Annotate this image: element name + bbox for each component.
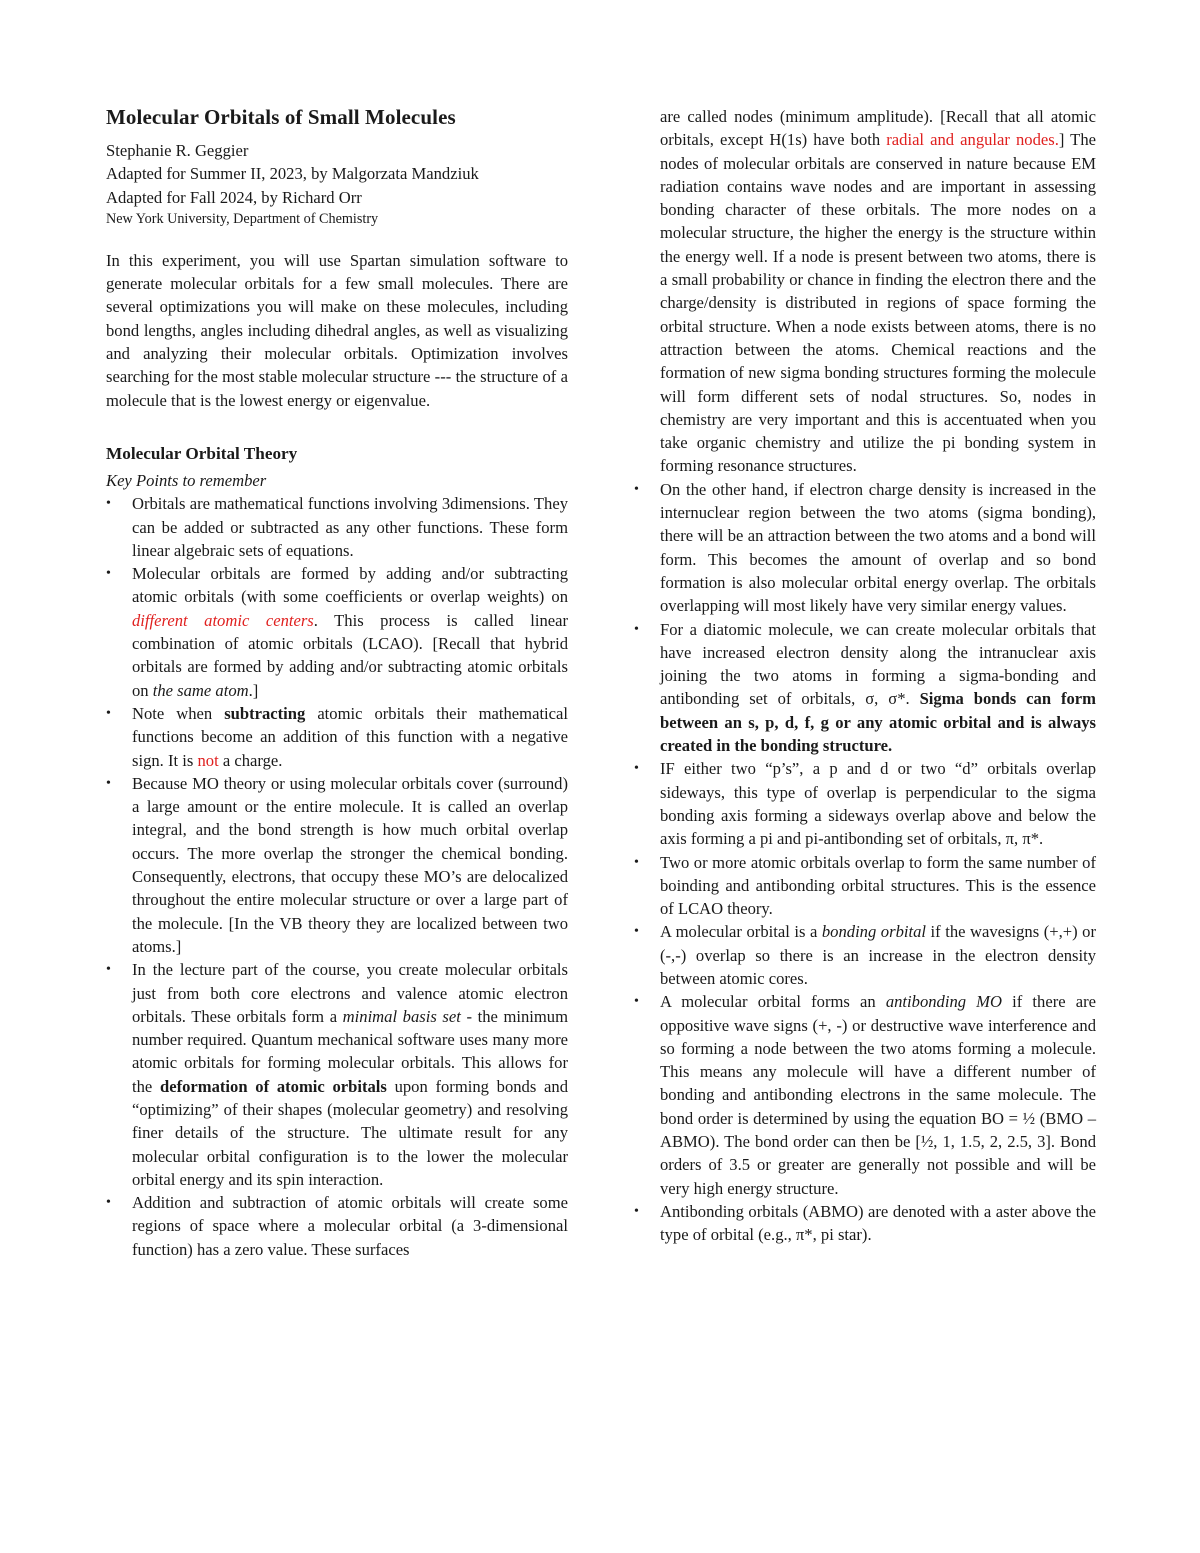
highlight-text: different atomic centers bbox=[132, 610, 314, 630]
bullet-icon: • bbox=[106, 566, 111, 582]
bullet-icon: • bbox=[634, 994, 639, 1010]
affiliation: New York University, Department of Chemistry bbox=[106, 210, 379, 227]
intro-paragraph: In this experiment, you will use Spartan simulation software to generate molecular orbitals for a few small molecules. There are several optimizations you will make on these molecules, including bond lengths, angles including dihedral angles, as well as visualizing and analyzing their molecular orbitals. Optimization involves searching for the most stable molecular structure --- the structure of a molecule that is the lowest energy or eigenvalue. bbox=[106, 250, 568, 410]
list-item-continuation: are called nodes (minimum amplitude). [Recall that all atomic orbitals, except H(1s) have both radial and angular nodes.] The nodes of molecular orbitals are conserved in nature because EM radiation contains wave nodes and are important in assessing bonding character of these orbitals. The more nodes on a molecular structure, the higher the energy is the structure within the energy well. If a node is present between two atoms, there is a small probability or chance in finding the electron there and the charge/density is distributed in regions of space forming the orbital structure. When a node exists between atoms, there is no attraction between the atoms. Chemical reactions and the formation of new sigma bonding structures forming the molecule will form different sets of nodal structures. So, nodes in chemistry are very important and this is accentuated when you take organic chemistry and utilize the pi bonding system in forming resonance structures. bbox=[660, 107, 1096, 476]
list-item: • Molecular orbitals are formed by adding and/or subtracting atomic orbitals (with some coefficients or overlap weights) on different atomic centers. This process is called linear combination of atomic orbitals (LCAO). [Recall that hybrid orbitals are formed by adding and/or subtracting atomic orbitals on the same atom.] bbox=[106, 564, 569, 700]
highlight-text: radial and angular nodes. bbox=[886, 130, 1059, 150]
author: Stephanie R. Geggier bbox=[106, 141, 249, 160]
list-item: • A molecular orbital is a bonding orbital if the wavesigns (+,+) or (-,-) overlap so there is an increase in the electron density between atomic cores. bbox=[634, 922, 1096, 988]
list-item: • Addition and subtraction of atomic orbitals will create some regions of space where a molecular orbital (a 3-dimensional function) has a zero value. These surfaces bbox=[106, 1193, 568, 1259]
list-item: • A molecular orbital forms an antibonding MO if there are oppositive wave signs (+, -) or destructive wave interference and so forming a node between the two atoms forming a molecule. This means any molecule will have a different number of bonding and antibonding electrons in the same molecule. The bond order is determined by using the equation BO = ½ (BMO – ABMO). The bond order can then be [½, 1, 1.5, 2, 2.5, 3]. Bond orders of 3.5 or greater are generally not possible and will be very high energy structure. bbox=[634, 992, 1096, 1198]
document-title: Molecular Orbitals of Small Molecules bbox=[106, 105, 456, 129]
list-item: • In the lecture part of the course, you create molecular orbitals just from both core electrons and valence atomic electron orbitals. These orbitals form a minimal basis set - the minimum number required. Quantum mechanical software uses many more atomic orbitals for forming molecular orbitals. This allows for the deformation of atomic orbitals upon forming bonds and “optimizing” of their shapes (molecular geometry) and resolving finer details of the structure. The ultimate result for any molecular orbital configuration is to the lower the molecular orbital energy and its spin interaction. bbox=[106, 960, 568, 1189]
bullet-icon: • bbox=[634, 924, 639, 940]
bullet-icon: • bbox=[106, 496, 111, 512]
key-points-heading: Key Points to remember bbox=[106, 470, 267, 490]
list-item: • IF either two “p’s”, a p and d or two “d” orbitals overlap sideways, this type of overlap is perpendicular to the sigma bonding axis forming a sideways overlap above and below the axis forming a pi and pi-antibonding set of orbitals, π, π*. bbox=[634, 759, 1096, 849]
left-column bbox=[106, 104, 568, 1261]
key-points-list-continued bbox=[634, 478, 1096, 1247]
list-item: • For a diatomic molecule, we can create molecular orbitals that have increased electron density along the intranuclear axis joining the two atoms in forming a sigma-bonding and antibonding set of orbitals, σ, σ*. Sigma bonds can form between an s, p, d, f, g or any atomic orbital and is always created in the bonding structure. bbox=[634, 619, 1096, 756]
adapted-note-2: Adapted for Fall 2024, by Richard Orr bbox=[106, 187, 362, 207]
highlight-text: not bbox=[197, 750, 219, 770]
adapted-note-1: Adapted for Summer II, 2023, by Malgorzata Mandziuk bbox=[106, 164, 479, 184]
list-item: • Antibonding orbitals (ABMO) are denoted with a aster above the type of orbital (e.g., π*, pi star). bbox=[634, 1201, 1096, 1245]
list-item: • On the other hand, if electron charge density is increased in the internuclear region between the two atoms (sigma bonding), there will be an attraction between the two atoms and a bond will form. This becomes the amount of overlap and so bond formation is also molecular orbital energy overlap. The orbitals overlapping will most likely have very similar energy values. bbox=[634, 479, 1096, 616]
bullet-icon: • bbox=[106, 962, 111, 978]
bullet-icon: • bbox=[634, 1203, 639, 1219]
list-item: • Note when subtracting atomic orbitals their mathematical functions become an addition of this function with a negative sign. It is not a charge. bbox=[106, 703, 569, 770]
list-item: • Orbitals are mathematical functions involving 3dimensions. They can be added or subtracted as any other functions. These form linear algebraic sets of equations. bbox=[106, 494, 568, 560]
bullet-icon: • bbox=[634, 621, 639, 637]
bullet-icon: • bbox=[634, 761, 639, 777]
list-item: • Two or more atomic orbitals overlap to form the same number of boinding and antibonding orbital structures. This is the essence of LCAO theory. bbox=[634, 852, 1096, 919]
list-item: • Because MO theory or using molecular orbitals cover (surround) a large amount or the entire molecule. It is called an overlap integral, and the bond strength is how much orbital overlap occurs. The more overlap the stronger the chemical bonding. Consequently, electrons, that occupy these MO’s are delocalized throughout the entire molecular structure or over a large part of the molecule. [In the VB theory they are localized between two atoms.] bbox=[106, 773, 568, 956]
bullet-icon: • bbox=[106, 775, 111, 791]
bullet-icon: • bbox=[106, 1195, 111, 1211]
bullet-icon: • bbox=[634, 481, 639, 497]
bullet-icon: • bbox=[106, 705, 111, 721]
section-heading: Molecular Orbital Theory bbox=[106, 443, 298, 463]
right-column bbox=[634, 105, 1096, 1247]
key-points-list bbox=[106, 492, 568, 1261]
bullet-icon: • bbox=[634, 854, 639, 870]
